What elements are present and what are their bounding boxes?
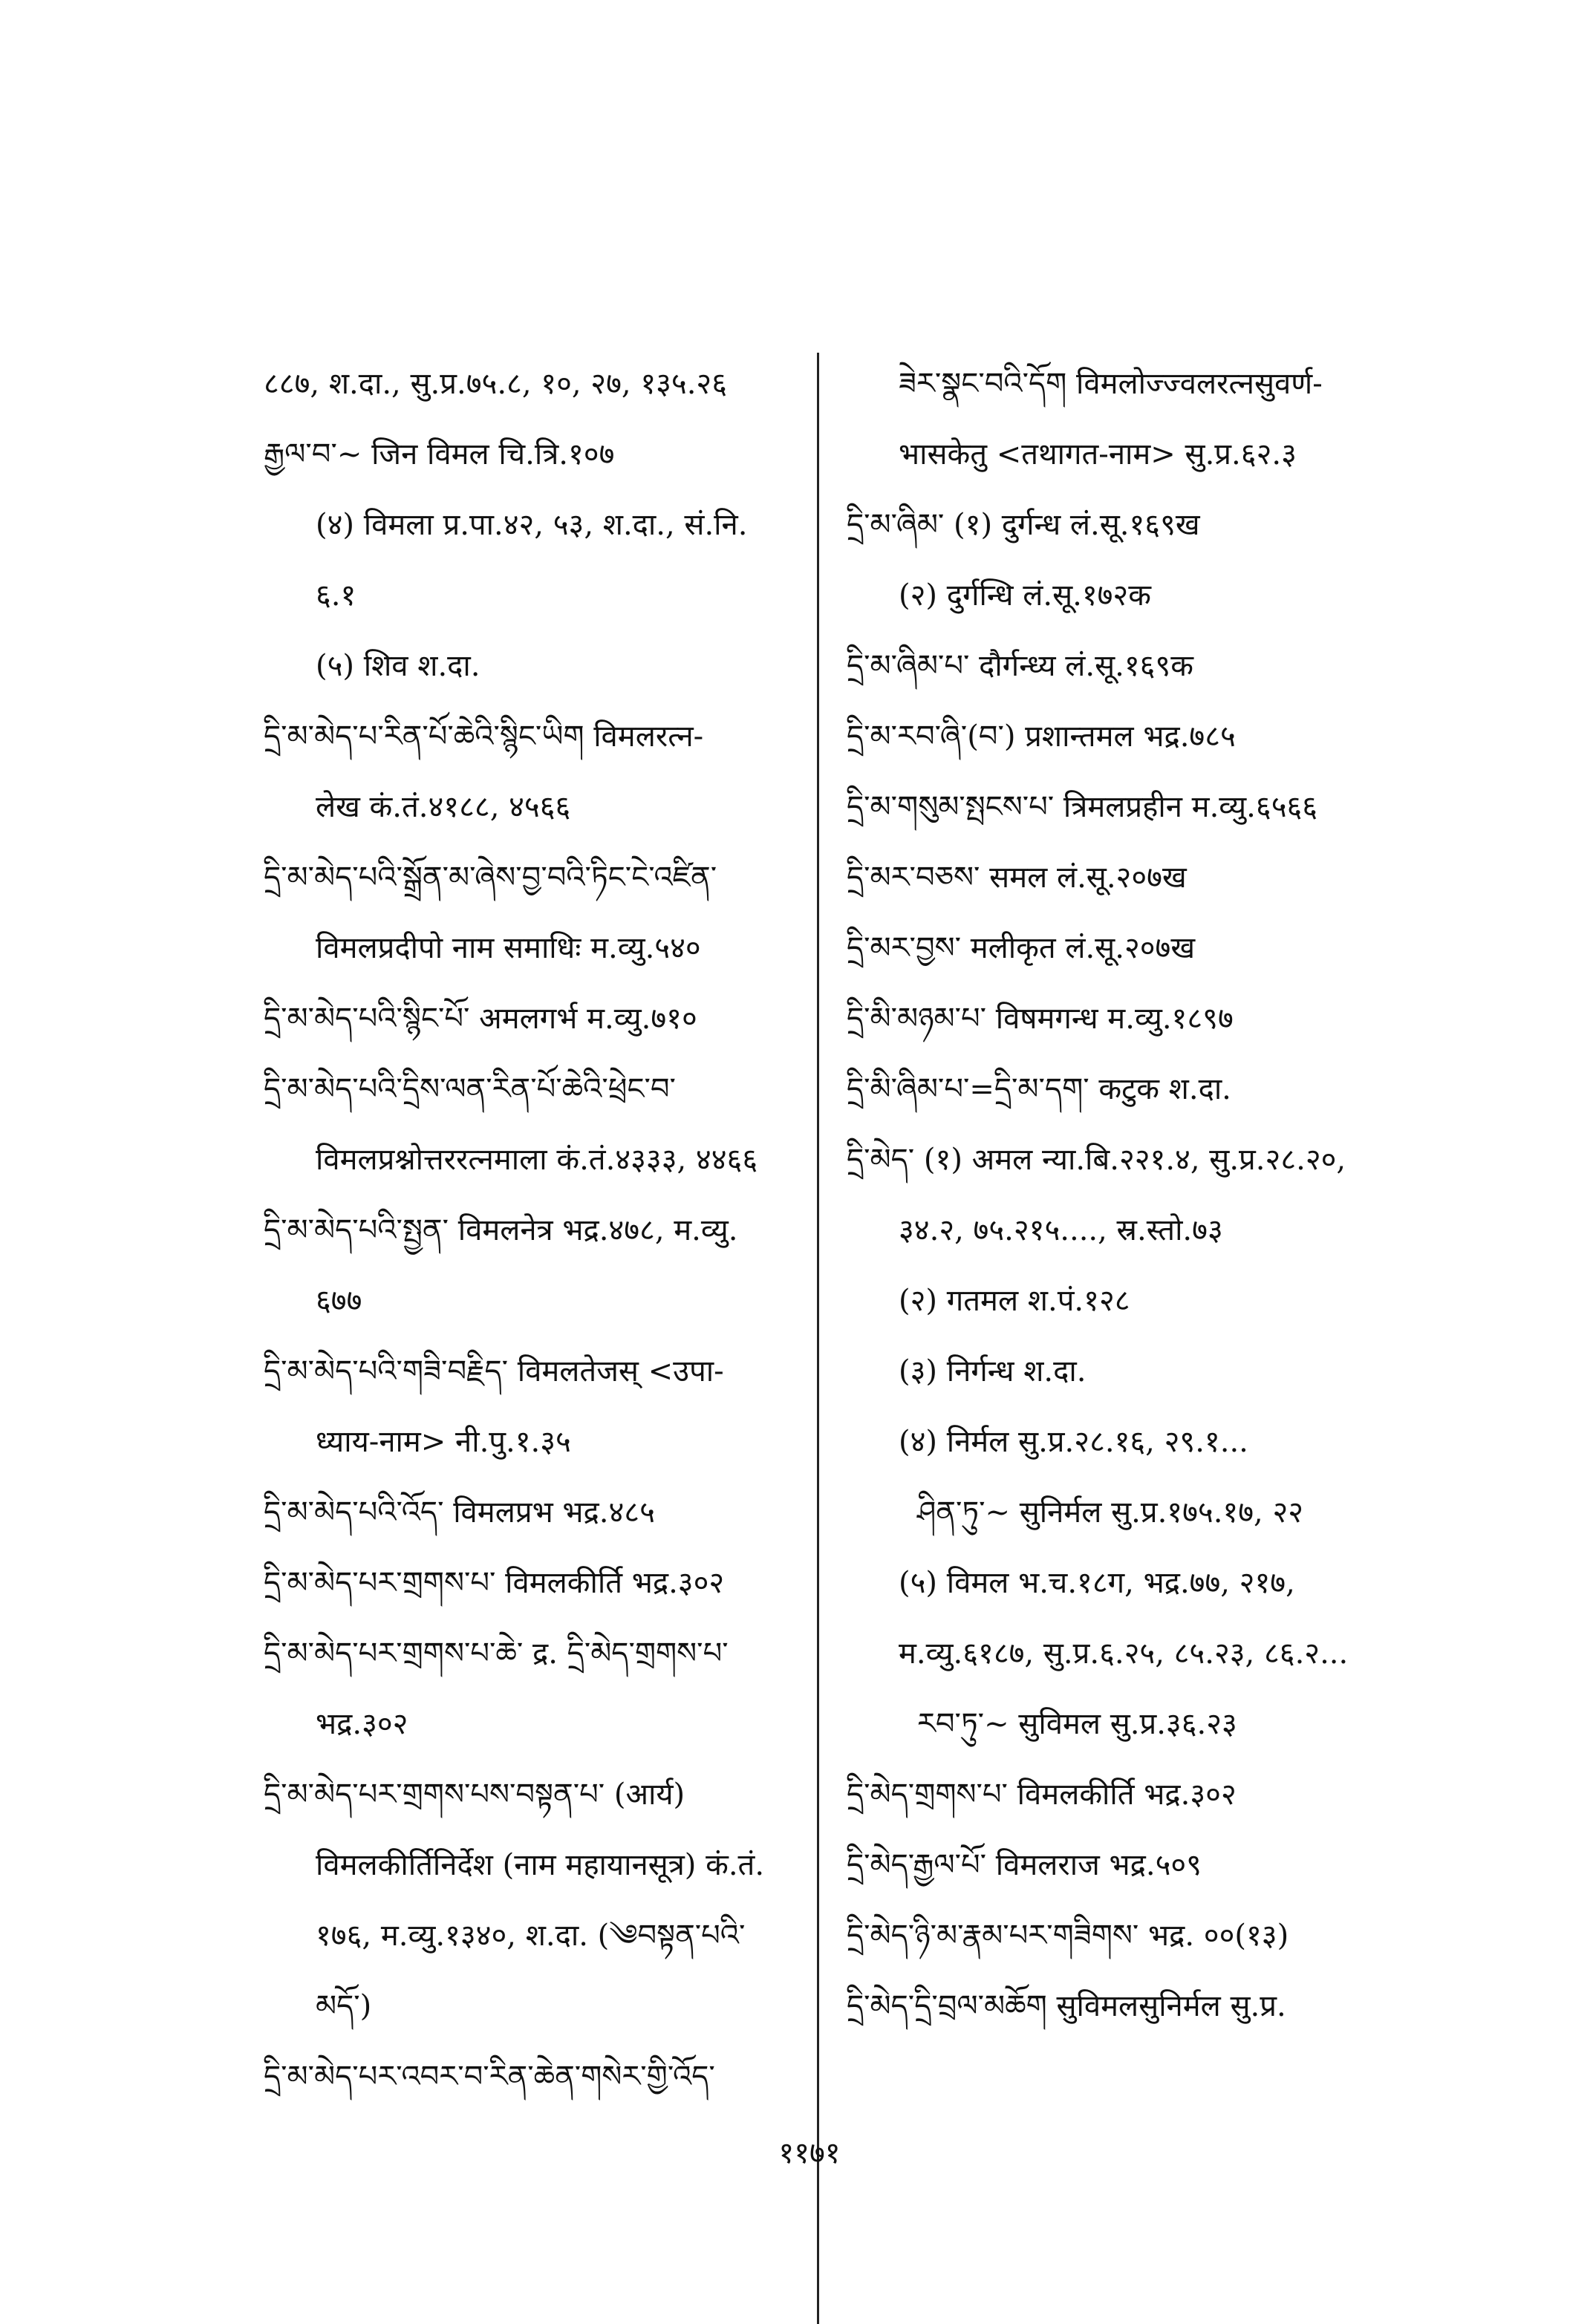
entry-line: དྲི་མ་མེད་པའི་དྲིས་ལན་རིན་པོ་ཆེའི་ཕྲེང་བ་ <box>264 1072 676 1106</box>
entry-line: རབ་ཏུ་~ सुविमल सु.प्र.३६.२३ <box>917 1707 1237 1741</box>
entry-line: ཤིན་ཏུ་~ सुनिर्मल सु.प्र.१७५.१७, २२ <box>917 1495 1304 1530</box>
entry-line: དྲི་མ་མེད་པར་འབར་བ་རིན་ཆེན་གསེར་གྱི་འོད་ <box>264 2060 715 2094</box>
entry-line: ध्याय-नाम> नी.पु.१.३५ <box>316 1425 571 1459</box>
entry-line: लेख कं.तं.४१८८, ४५६६ <box>316 790 571 824</box>
page-number: ११७१ <box>778 2136 841 2170</box>
entry-line: དྲི་མ་མེད་པར་གྲགས་པས་བསྟན་པ་ (आर्य) <box>264 1778 685 1812</box>
entry-line: དྲི་མ་མེད་པའི་འོད་ विमलप्रभ भद्र.४८५ <box>264 1495 655 1530</box>
entry-line: དྲི་མ་མེད་པའི་སྤྱན་ विमलनेत्र भद्र.४७८, म.व्यु. <box>264 1213 738 1247</box>
entry-line: विमलकीर्तिनिर्देश (नाम महायानसूत्र) कं.तं. <box>316 1848 765 1882</box>
entry-line: དྲི་མེད་ (१) अमल न्या.बि.२२१.४, सु.प्र.२८.२०, <box>847 1143 1346 1177</box>
entry-line: ८८७, श.दा., सु.प्र.७५.८, १०, २७, १३५.२६ <box>264 367 728 401</box>
entry-line: (२) दुर्गन्धि लं.सू.१७२क <box>899 578 1151 613</box>
entry-line: म.व्यु.६१८७, सु.प्र.६.२५, ८५.२३, ८६.२... <box>899 1636 1349 1671</box>
entry-line: དྲི་མ་ཞིམ་ (१) दुर्गन्ध लं.सू.१६९ख <box>847 508 1200 542</box>
entry-line: (५) शिव श.दा. <box>316 649 480 683</box>
entry-line: དྲི་མེད་དྲི་བྲལ་མཆོག सुविमलसुनिर्मल सु.प्र. <box>847 1989 1286 2023</box>
entry-line: (४) विमला प्र.पा.४२, ५३, श.दा., सं.नि. <box>316 508 748 542</box>
entry-line: དྲི་མ་མེད་པའི་སྒྲོན་མ་ཞེས་བྱ་བའི་ཏིང་ངེ་འཛིན་ <box>264 861 717 895</box>
entry-line: དྲི་མ་མེད་པ་རིན་པོ་ཆེའི་སྙིང་ཡིག विमलरत्न- <box>264 719 704 754</box>
entry-line: དྲི་མི་མཉམ་པ་ विषमगन्ध म.व्यु.१८९७ <box>847 1002 1234 1036</box>
entry-line: ६७७ <box>316 1284 362 1318</box>
entry-line: विमलप्रश्नोत्तररत्नमाला कं.तं.४३३३, ४४६६ <box>316 1143 758 1177</box>
column-divider <box>817 353 819 2324</box>
entry-line: ཟེར་སྣང་བའི་དོག विमलोज्ज्वलरत्नसुवर्ण- <box>899 367 1323 401</box>
entry-line: དྲི་མ་མེད་པར་གྲགས་པ་ विमलकीर्ति भद्र.३०२ <box>264 1566 725 1600</box>
entry-line: विमलप्रदीपो नाम समाधिः म.व्यु.५४० <box>316 931 701 965</box>
entry-line: དྲི་མ་ཞིམ་པ་ दौर्गन्ध्य लं.सू.१६९क <box>847 649 1193 683</box>
right-column <box>847 349 1433 2042</box>
entry-line: དྲི་མ་མེད་པའི་གཟི་བརྗིད་ विमलतेजस् <उपा- <box>264 1354 724 1388</box>
entry-line: དྲི་མ་གསུམ་སྤངས་པ་ त्रिमलप्रहीन म.व्यु.६५६६ <box>847 790 1318 824</box>
entry-line: དྲི་མར་བཅས་ समल लं.सू.२०७ख <box>847 861 1187 895</box>
entry-line: १७६, म.व्यु.१३४०, श.दा. (༄བསྟན་པའི་ <box>316 1919 746 1953</box>
left-column <box>264 349 795 2112</box>
entry-line: (२) गतमल श.पं.१२८ <box>899 1284 1130 1318</box>
entry-line: (३) निर्गन्ध श.दा. <box>899 1354 1087 1388</box>
entry-line: དྲི་མེད་གྲགས་པ་ विमलकीर्ति भद्र.३०२ <box>847 1778 1237 1812</box>
entry-line: དྲི་མ་མེད་པའི་སྙིང་པོ་ अमलगर्भ म.व्यु.७१० <box>264 1002 697 1036</box>
entry-line: भासकेतु <तथागत-नाम> सु.प्र.६२.३ <box>899 437 1297 471</box>
entry-line: དྲི་མ་མེད་པར་གྲགས་པ་ཆེ་ द्र. དྲི་མེད་གྲགས་པ་ <box>264 1636 729 1671</box>
entry-line: ३४.२, ७५.२१५...., स्र.स्तो.७३ <box>899 1213 1223 1247</box>
entry-line: དྲི་མ་རབ་ཞི་(བ་) प्रशान्तमल भद्र.७८५ <box>847 719 1236 754</box>
entry-line: དྲི་མར་བྱས་ मलीकृत लं.सू.२०७ख <box>847 931 1196 965</box>
entry-line: དྲི་མེད་རྒྱལ་པོ་ विमलराज भद्र.५०९ <box>847 1848 1202 1882</box>
entry-line: भद्र.३०२ <box>316 1707 408 1741</box>
entry-line: དྲི་མི་ཞིམ་པ་=དྲི་མ་དག་ कटुक श.दा. <box>847 1072 1231 1106</box>
entry-line: (४) निर्मल सु.प्र.२८.१६, २९.१... <box>899 1425 1248 1459</box>
entry-line: དྲི་མེད་ཉི་མ་རྣམ་པར་གཟིགས་ भद्र. ००(१३) <box>847 1919 1289 1953</box>
entry-line: མདོ་) <box>316 1989 372 2023</box>
entry-line: ६.१ <box>316 578 356 613</box>
entry-line: རྒྱལ་བ་~ जिन विमल चि.त्रि.१०७ <box>264 437 615 471</box>
entry-line: (५) विमल भ.च.१८ग, भद्र.७७, २१७, <box>899 1566 1295 1600</box>
